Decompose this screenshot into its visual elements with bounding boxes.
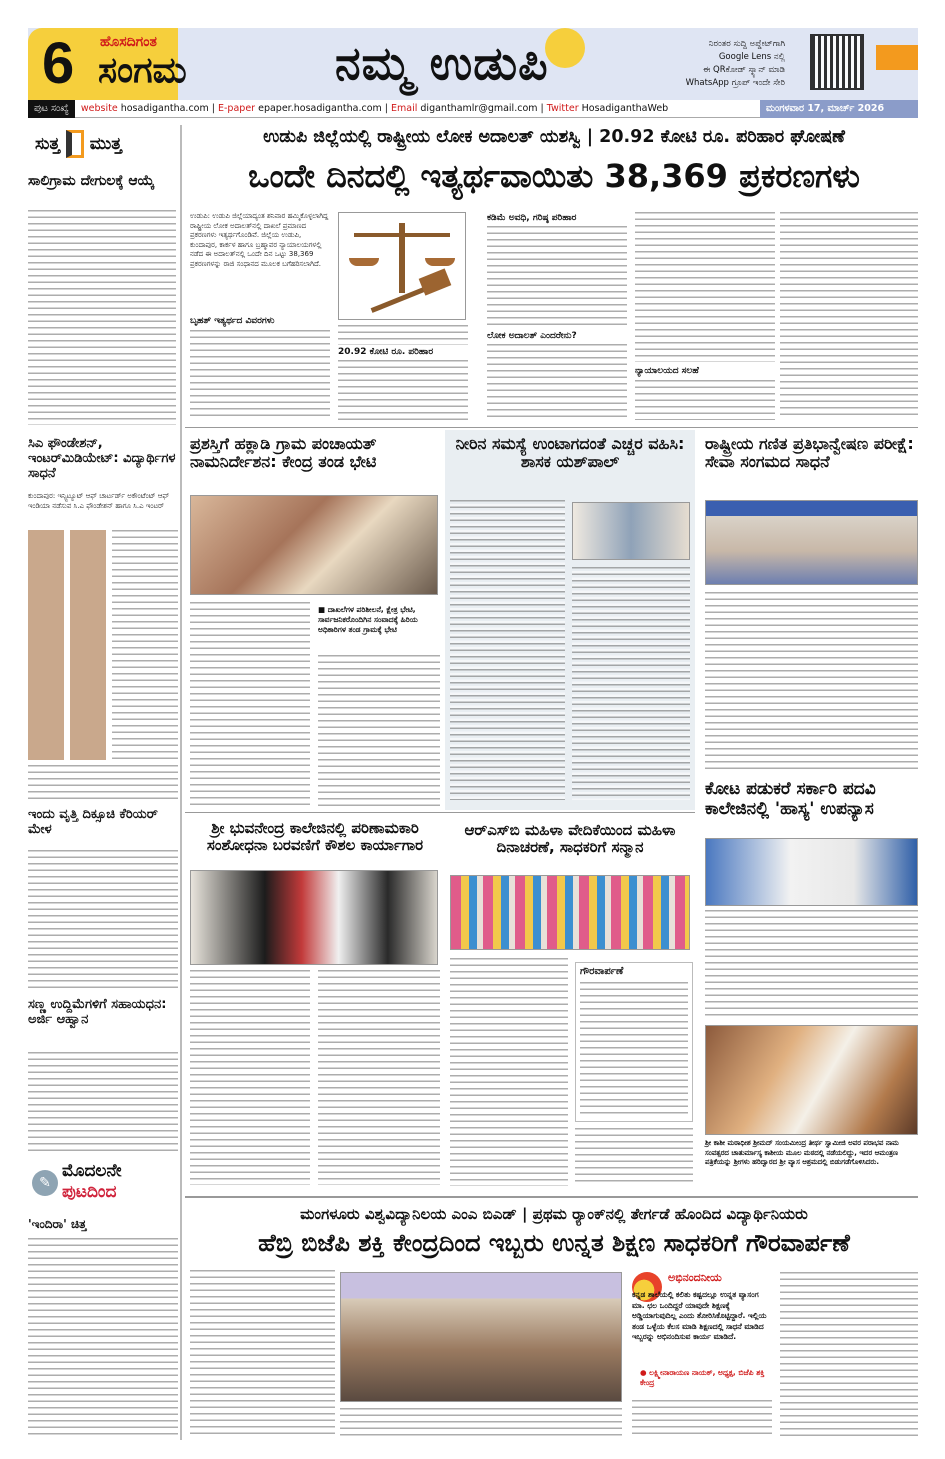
box-title: ಗೌರವಾರ್ಪಣೆ (580, 966, 624, 977)
article-body (705, 592, 918, 770)
lead-subhead: 20.92 ಕೋಟಿ ರೂ. ಪರಿಹಾರ (338, 347, 434, 357)
epaper-label: E-paper (218, 103, 256, 114)
lead-subhead: ಕಡಿಮೆ ಅವಧಿ, ಗರಿಷ್ಠ ಪರಿಹಾರ (487, 213, 577, 223)
article-body (28, 850, 178, 990)
article-body (635, 212, 775, 362)
accent-block (876, 45, 918, 70)
sidebar-headline: ಸಾಲಿಗ್ರಾಮ ದೇಗುಲಕ್ಕೆ ಆಯ್ಕೆ (28, 173, 155, 189)
article-body (28, 1238, 178, 1438)
qr-instructions (640, 38, 785, 90)
sidebar-headline: ಸಣ್ಣ ಉದ್ದಿಮೆಗಳಿಗೆ ಸಹಾಯಧನ: ಅರ್ಜಿ ಆಹ್ವಾನ (28, 997, 167, 1027)
lead-paragraph: ಉಡುಪಿ: ಉಡುಪಿ ಜಿಲ್ಲೆಯಾದ್ಯಂತ ಶನಿವಾರ ಹಮ್ಮಿಕೊಳ್ಳಲಾಗಿದ್ದ ರಾಷ್ಟ್ರೀಯ ಲೋಕ ಅದಾಲತ್‌ನಲ್ಲಿ ದಾಖಲೆ ಪ್ರಮಾಣದ ಪ್ರಕರಣಗಳು ಇತ್ಯರ್ಥಗೊಂಡಿವೆ. ಜಿಲ್ಲೆಯ ಉಡುಪಿ, ಕುಂದಾಪುರ, ಕಾರ್ಕಳ ಹಾಗೂ ಬ್ರಹ್ಮಾವರ ನ್ಯಾಯಾಲಯಗಳಲ್ಲಿ ನಡೆದ ಈ ಅದಾಲತ್‌ನಲ್ಲಿ ಒಂದೇ ದಿನ ಒಟ್ಟು 38,369 ಪ್ರಕರಣಗಳನ್ನು ರಾಜಿ ಸಂಧಾನದ ಮೂಲಕ ಬಗೆಹರಿಸಲಾಗಿದೆ. (190, 212, 329, 268)
quote-title: ಅಭಿನಂದನೀಯ (668, 1271, 722, 1284)
section-title-left: ಸುತ್ತ (35, 134, 60, 154)
story-headline: ಪ್ರಶಸ್ತಿಗೆ ಹಕ್ಲಾಡಿ ಗ್ರಾಮ ಪಂಚಾಯತ್ ನಾಮನಿರ್ದೇಶನ: ಕೇಂದ್ರ ತಂಡ ಭೇಟಿ (190, 434, 377, 472)
brand-logo-small: ಹೊಸದಿಗಂತ (100, 34, 157, 50)
twitter-label: Twitter (546, 103, 579, 114)
qr-line: ನಿರಂತರ ಸುದ್ದಿ ಅಪ್ಡೇಟ್‌ಗಾಗಿ (708, 39, 785, 49)
lead-kicker: ಉಡುಪಿ ಜಿಲ್ಲೆಯಲ್ಲಿ ರಾಷ್ಟ್ರೀಯ ಲೋಕ ಅದಾಲತ್ ಯಶಸ್ವಿ | 20.92 ಕೋಟಿ ರೂ. ಪರಿಹಾರ ಘೋಷಣೆ (263, 127, 845, 147)
sidebar-headline: ಇಂದು ವೃತ್ತಿ ದಿಕ್ಸೂಚಿ ಕೆರಿಯರ್ ಮೇಳ (28, 807, 158, 837)
email-link[interactable]: diganthamlr@gmail.com (420, 103, 538, 114)
article-body (632, 1400, 772, 1438)
info-bar: ಪುಟ ಸಂಖ್ಯೆ website hosadigantha.com | E-paper epaper.hosadigantha.com | Email diganthamlr@gmail.com | Twitter HosadiganthaWeb (28, 100, 918, 118)
article-body (28, 210, 176, 425)
article-body (28, 1052, 178, 1152)
swamiji-photo (705, 1025, 918, 1135)
lead-headline: ಒಂದೇ ದಿನದಲ್ಲಿ ಇತ್ಯರ್ಥವಾಯಿತು 38,369 ಪ್ರಕರಣಗಳು (248, 157, 860, 195)
article-body (635, 380, 775, 420)
article-body (450, 958, 568, 1186)
qr-code[interactable] (812, 36, 862, 88)
quote-text: ಕನ್ನಡ ಶಾಲೆಯಲ್ಲಿ ಕಲಿತು ಕಷ್ಟದಲ್ಲೂ ಉನ್ನತ ವ್ಯಾಸಂಗ ಮಾ. ಛಲ ಒಂದಿದ್ದರೆ ಯಾವುದೇ ಶಿಕ್ಷಣಕ್ಕೆ ಅಡ್ಡಿಯಾಗುವುದಿಲ್ಲ ಎಂದು ತೋರಿಸಿಕೊಟ್ಟಿದ್ದಾರೆ. ಇಲ್ಲಿಯ ತಂಡ ಒಳ್ಳೆಯ ಕೆಲಸ ಮಾಡಿ ಶಿಕ್ಷಣದಲ್ಲಿ ಸಾಧನೆ ಮಾಡಿದ ಇಬ್ಬರನ್ನು ಅಭಿನಂದಿಸುವ ಕಾರ್ಯ ಮಾಡಿದೆ. (632, 1290, 767, 1341)
article-body (318, 970, 440, 1185)
article-body (572, 567, 690, 800)
article-body (450, 500, 565, 800)
page-title: ನಮ್ಮ ಉಡುಪಿ (335, 36, 549, 90)
article-body (487, 344, 627, 420)
article-body (705, 910, 918, 1020)
continued-label-red: ಪುಟದಿಂದ (62, 1182, 117, 1202)
panchayat-visit-photo (190, 495, 438, 595)
continued-label: ಮೊದಲನೇ (62, 1161, 122, 1181)
felicitation-photo (340, 1272, 622, 1402)
article-body (190, 1270, 335, 1435)
lead-subhead: ನ್ಯಾಯಾಲಯದ ಸಲಹೆ (635, 366, 699, 376)
divider (185, 812, 695, 813)
date: ಮಂಗಳವಾರ 17, ಮಾರ್ಚ್ 2026 (760, 100, 918, 118)
article-body (580, 982, 688, 1117)
meeting-photo (572, 502, 690, 560)
story-headline: ಆರ್‌ಎಸ್‌ಬಿ ಮಹಿಳಾ ವೇದಿಕೆಯಿಂದ ಮಹಿಳಾ ದಿನಾಚರಣೆ, ಸಾಧಕರಿಗೆ ಸನ್ಮಾನ (464, 821, 676, 857)
student-photos (28, 530, 108, 760)
divider (185, 1196, 918, 1198)
divider (185, 427, 918, 428)
photo-caption: ಶ್ರೀ ಕಾಶೀ ಮಠಾಧೀಶ ಶ್ರೀಮದ್ ಸಂಯಮೀಂದ್ರ ತೀರ್ಥ ಸ್ವಾಮೀಜಿ ಅವರ ಪರಾಭವ ನಾಮ ಸಂವತ್ಸರದ ಚಾತುರ್ಮಾಸ್ಯ ಕಾಶೀಯ ಮೂಲ ಮಠದಲ್ಲಿ ನಡೆಯಲಿದ್ದು, ಇದರ ಆಮಂತ್ರಣ ಪತ್ರಿಕೆಯನ್ನು ಶ್ರೀಗಳು ಹರಿದ್ವಾರದ ಶ್ರೀ ವ್ಯಾಸ ಆಶ್ರಮದಲ್ಲಿ ಬಿಡುಗಡೆಗೊಳಿಸಿದರು. (705, 1139, 899, 1166)
scales-of-justice-image (338, 212, 466, 320)
page-label: ಪುಟ ಸಂಖ್ಯೆ (28, 100, 75, 118)
article-body (340, 1408, 622, 1438)
article-body (780, 1272, 918, 1437)
story-bullet: ■ ದಾಖಲೆಗಳ ಪರಿಶೀಲನೆ, ಕ್ಷೇತ್ರ ಭೇಟಿ, ಸಾರ್ವಜನಿಕರೊಂದಿಗಿನ ಸಂವಾದಕ್ಕೆ ಹಿರಿಯ ಅಧಿಕಾರಿಗಳ ತಂಡ ಗ್ರಾಮಕ್ಕೆ ಭೇಟಿ (318, 605, 418, 634)
twitter-link[interactable]: HosadiganthaWeb (581, 103, 669, 114)
article-body (338, 325, 468, 345)
bottom-kicker: ಮಂಗಳೂರು ವಿಶ್ವವಿದ್ಯಾನಿಲಯ ಎಂಎ ಬಿಎಡ್ | ಪ್ರಥಮ ರ್‍ಯಾಂಕ್‌ನಲ್ಲಿ ತೇರ್ಗಡೆ ಹೊಂದಿದ ವಿದ್ಯಾರ್ಥಿನಿಯರು (300, 1205, 808, 1223)
story-headline: ಶ್ರೀ ಭುವನೇಂದ್ರ ಕಾಲೇಜಿನಲ್ಲಿ ಪರಿಣಾಮಕಾರಿ ಸಂಶೋಧನಾ ಬರವಣಿಗೆ ಕೌಶಲ ಕಾರ್ಯಾಗಾರ (206, 819, 424, 855)
students-group-photo (705, 500, 918, 585)
womens-day-photo (450, 875, 690, 950)
quote-attribution: ● ಲಕ್ಷ್ಮೀನಾರಾಯಣ ನಾಯಕ್, ಅಧ್ಯಕ್ಷ, ಬಿಜೆಪಿ ಶಕ್ತಿ ಕೇಂದ್ರ (640, 1368, 765, 1387)
bullet-text: ದಾಖಲೆಗಳ ಪರಿಶೀಲನೆ, ಕ್ಷೇತ್ರ ಭೇಟಿ, ಸಾರ್ವಜನಿಕರೊಂದಿಗಿನ ಸಂವಾದಕ್ಕೆ ಹಿರಿಯ ಅಧಿಕಾರಿಗಳ ತಂಡ ಗ್ರಾಮಕ್ಕೆ ಭೇಟಿ (318, 605, 418, 634)
section-title (35, 130, 122, 158)
attribution-text: ಲಕ್ಷ್ಮೀನಾರಾಯಣ ನಾಯಕ್, ಅಧ್ಯಕ್ಷ, ಬಿಜೆಪಿ ಶಕ್ತಿ ಕೇಂದ್ರ (640, 1368, 765, 1387)
article-body (190, 330, 330, 420)
article-body (190, 970, 310, 1185)
lead-subhead: ಲೋಕ ಅದಾಲತ್ ಎಂದರೇನು? (487, 331, 577, 341)
sidebar-headline: ಸಿಎ ಫೌಂಡೇಶನ್, ಇಂಟರ್‌ಮಿಡಿಯೇಟ್: ವಿದ್ಯಾರ್ಥಿಗಳ ಸಾಧನೆ (28, 436, 176, 481)
story-headline: ರಾಷ್ಟ್ರೀಯ ಗಣಿತ ಪ್ರತಿಭಾನ್ವೇಷಣ ಪರೀಕ್ಷೆ: ಸೇವಾ ಸಂಗಮದ ಸಾಧನೆ (705, 434, 914, 472)
story-headline: ಕೋಟ ಪಡುಕರೆ ಸರ್ಕಾರಿ ಪದವಿ ಕಾಲೇಜಿನಲ್ಲಿ 'ಹಾಸ್ಯ' ಉಪನ್ಯಾಸ (705, 779, 876, 819)
article-body (338, 360, 468, 420)
website-label: website (80, 103, 118, 114)
article-body (575, 1128, 693, 1186)
section-title-right: ಮುತ್ತ (89, 134, 122, 154)
qr-line: ಈ QRಕೋಡ್ ಸ್ಕ್ಯಾನ್ ಮಾಡಿ (702, 65, 785, 75)
column-divider (180, 125, 182, 1440)
article-lead: ಕುಂದಾಪುರ: ಇನ್ಸ್ಟಿಟ್ಯೂಟ್ ಆಫ್ ಚಾರ್ಟರ್ಡ್ ಅಕೌಂಟೆಂಟ್ ಆಫ್ ಇಂಡಿಯಾ ನಡೆಸುವ ಸಿ.ಎ ಫೌಂಡೇಶನ್ ಹಾಗೂ ಸಿ.ಎ ಇಂಟರ್ (28, 492, 170, 510)
article-body (318, 655, 440, 807)
qr-line: Google Lens ನಲ್ಲಿ (718, 52, 785, 62)
door-icon (66, 130, 84, 158)
lecture-photo (705, 838, 918, 906)
workshop-photo (190, 870, 438, 965)
article-body (780, 212, 918, 420)
article-body (28, 765, 178, 800)
sun-graphic (545, 28, 585, 68)
epaper-link[interactable]: epaper.hosadigantha.com (258, 103, 382, 114)
article-body (112, 530, 178, 760)
website-link[interactable]: hosadigantha.com (120, 103, 209, 114)
bottom-headline: ಹೆಬ್ರಿ ಬಿಜೆಪಿ ಶಕ್ತಿ ಕೇಂದ್ರದಿಂದ ಇಬ್ಬರು ಉನ್ನತ ಶಿಕ್ಷಣ ಸಾಧಕರಿಗೆ ಗೌರವಾರ್ಪಣೆ (258, 1229, 850, 1257)
sidebar-headline: 'ಇಂದಿರಾ' ಚಿತ್ತ (28, 1217, 87, 1231)
page-number: 6 (42, 31, 75, 96)
pencil-icon: ✎ (32, 1170, 58, 1196)
qr-line: WhatsApp ಗ್ರೂಪ್ ಇಂದೇ ಸೇರಿ (685, 78, 785, 88)
lead-subhead: ಬೃಹತ್ ಇತ್ಯರ್ಥದ ವಿವರಗಳು (190, 316, 275, 326)
article-body (487, 226, 627, 326)
brand-name: ಸಂಗಮ (98, 50, 187, 91)
article-body (190, 602, 310, 807)
email-label: Email (391, 103, 418, 114)
story-headline: ನೀರಿನ ಸಮಸ್ಯೆ ಉಂಟಾಗದಂತೆ ಎಚ್ಚರ ವಹಿಸಿ: ಶಾಸಕ ಯಶ್‌ಪಾಲ್ (455, 434, 685, 472)
